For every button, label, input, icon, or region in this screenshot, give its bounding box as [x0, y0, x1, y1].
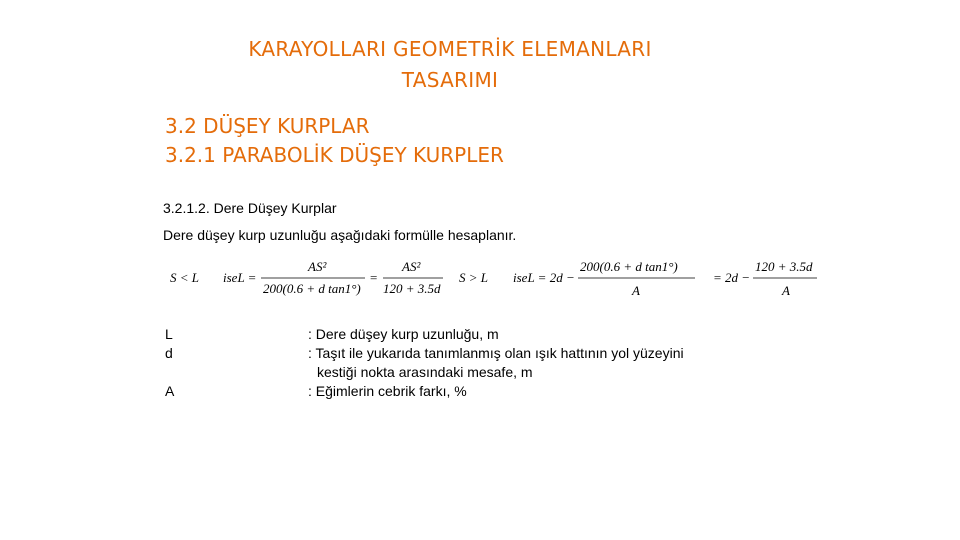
formula-case1-frac1-denominator: 200(0.6 + d tan1°)	[263, 281, 361, 296]
definition-text: : Taşıt ile yukarıda tanımlanmış olan ışık hattının yol yüzeyini	[308, 345, 684, 361]
slide-title-line-2: TASARIMI	[401, 68, 499, 92]
formula-case1-frac1-numerator: AS²	[308, 259, 327, 274]
intro-text: Dere düşey kurp uzunluğu aşağıdaki formülle hesaplanır.	[163, 227, 517, 243]
formula-case1-prefix: iseL =	[223, 270, 257, 285]
section-heading	[165, 112, 504, 170]
section-heading-line-2: 3.2.1 PARABOLİK DÜŞEY KURPLER	[165, 143, 504, 167]
formula-case2-frac1-numerator: 200(0.6 + d tan1°)	[580, 259, 678, 274]
formula-case2-prefix: iseL = 2d −	[513, 270, 575, 285]
formula-case2-equals: = 2d −	[713, 270, 751, 285]
definition-text: : Eğimlerin cebrik farkı, %	[308, 383, 467, 399]
slide-title-line-1: KARAYOLLARI GEOMETRİK ELEMANLARI	[248, 37, 652, 61]
definition-text-continuation: kestiği nokta arasındaki mesafe, m	[317, 364, 533, 380]
formula-case2-condition: S > L	[459, 270, 489, 285]
formula-case1-condition: S < L	[170, 270, 200, 285]
formula-case1-frac2-denominator: 120 + 3.5d	[383, 281, 441, 296]
definition-text: : Dere düşey kurp uzunluğu, m	[308, 326, 499, 342]
formula-case1-equals: =	[370, 270, 378, 285]
slide-title	[180, 34, 720, 96]
formula-case2-frac2-denominator: A	[782, 283, 790, 298]
definition-symbol: A	[165, 383, 175, 399]
formula-case2-frac2-numerator: 120 + 3.5d	[755, 259, 813, 274]
definition-symbol: d	[165, 345, 173, 361]
section-heading-line-1: 3.2 DÜŞEY KURPLAR	[165, 114, 370, 138]
formula-case1-frac2-numerator: AS²	[402, 259, 421, 274]
definition-symbol: L	[165, 326, 173, 342]
subsection-heading: 3.2.1.2. Dere Düşey Kurplar	[163, 200, 337, 216]
formula	[165, 255, 825, 305]
formula-case2-frac1-denominator: A	[632, 283, 640, 298]
